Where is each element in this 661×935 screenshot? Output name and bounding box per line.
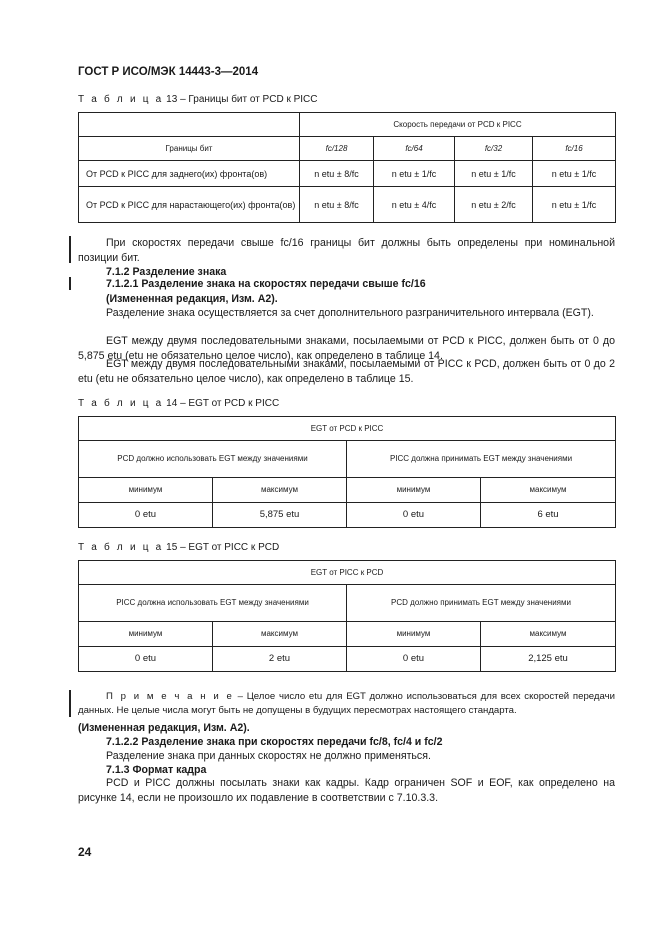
change-bar [69,690,71,717]
table-cell: 5,875 etu [213,503,347,528]
column-header: максимум [213,622,347,647]
table-15-caption [78,542,279,553]
table-cell: n etu ± 1/fc [455,161,533,187]
table-cell: n etu ± 1/fc [374,161,455,187]
section-heading-7-1-2: 7.1.2 Разделение знака [106,266,227,278]
caption-text: 13 – Границы бит от PCD к PICC [163,94,318,105]
row-label: От PCD к PICC для заднего(их) фронта(ов) [79,161,300,187]
speed-col-header: fc/32 [455,137,533,161]
section-heading-7-1-3: 7.1.3 Формат кадра [106,764,207,776]
empty-corner-cell [79,113,300,137]
table-14-caption [78,398,279,409]
column-header: минимум [79,478,213,503]
change-bar [69,236,71,263]
column-header: максимум [213,478,347,503]
table-14 [78,416,616,528]
table-cell: 0 etu [347,503,481,528]
note-text: – Целое число etu для EGT должно использоваться для всех скоростей передачи данных. Не целые числа могут быть не допущены в будущих пересмотрах настоящего стандарта. [78,691,616,716]
group-header: PICC должна использовать EGT между значениями [79,585,347,622]
speed-col-header: fc/128 [300,137,374,161]
speed-header: Скорость передачи от PCD к PICC [300,113,616,137]
speed-col-header: fc/16 [533,137,616,161]
caption-prefix: Т а б л и ц а [78,398,164,409]
group-header: PICC должна принимать EGT между значениями [347,441,616,478]
column-header: максимум [481,478,616,503]
note-prefix: П р и м е ч а н и е [106,691,234,702]
note [78,690,615,718]
caption-text: 15 – EGT от PICC к PCD [163,542,280,553]
table-13-caption [78,94,318,105]
table-row [79,187,616,223]
table-title: EGT от PICC к PCD [79,561,616,585]
page-number: 24 [78,845,92,859]
table-cell: n etu ± 1/fc [533,161,616,187]
caption-prefix: Т а б л и ц а [78,542,164,553]
group-header: PCD должно использовать EGT между значениями [79,441,347,478]
table-cell: 0 etu [347,647,481,672]
change-bar [69,277,71,290]
document-header: ГОСТ Р ИСО/МЭК 14443-3—2014 [78,66,259,78]
table-15 [78,560,616,672]
caption-text: 14 – EGT от PCD к PICC [163,398,280,409]
amendment-note: (Измененная редакция, Изм. А2). [106,293,278,305]
speed-col-header: fc/64 [374,137,455,161]
paragraph: Разделение знака при данных скоростях не должно применяться. [106,750,431,762]
table-cell: n etu ± 8/fc [300,187,374,223]
section-heading-7-1-2-2: 7.1.2.2 Разделение знака при скоростях передачи fc/8, fc/4 и fc/2 [106,736,443,748]
table-cell: 2,125 etu [481,647,616,672]
table-row [79,161,616,187]
table-cell: 6 etu [481,503,616,528]
group-header: PCD должно принимать EGT между значениями [347,585,616,622]
table-cell: 2 etu [213,647,347,672]
table-cell: n etu ± 2/fc [455,187,533,223]
table-13 [78,112,616,223]
section-heading-7-1-2-1: 7.1.2.1 Разделение знака на скоростях передачи свыше fc/16 [106,278,426,290]
paragraph: При скоростях передачи свыше fc/16 границы бит должны быть определены при номинальной позиции бит. [78,237,615,264]
table-cell: n etu ± 4/fc [374,187,455,223]
table-title: EGT от PCD к PICC [79,417,616,441]
caption-prefix: Т а б л и ц а [78,94,164,105]
table-row [79,647,616,672]
table-cell: 0 etu [79,503,213,528]
boundaries-header: Границы бит [79,137,300,161]
column-header: максимум [481,622,616,647]
column-header: минимум [347,622,481,647]
column-header: минимум [79,622,213,647]
paragraph: PCD и PICC должны посылать знаки как кадры. Кадр ограничен SOF и EOF, как определено на рисунке 14, если не произошло их подавление в соответствии с 7.10.3.3. [78,777,615,804]
table-row [79,503,616,528]
table-cell: 0 etu [79,647,213,672]
table-cell: n etu ± 1/fc [533,187,616,223]
paragraph: EGT между двумя последовательными знаками, посылаемыми от PICC к PCD, должен быть от 0 до 2 etu (etu не обязательно целое число), как определено в таблице 15. [78,358,615,385]
column-header: минимум [347,478,481,503]
paragraph: EGT между двумя последовательными знаками, посылаемыми от PCD к PICC, должен быть от 0 до 5,875 etu (etu не обязательно целое число), как определено в таблице 14. [78,335,615,362]
row-label: От PCD к PICC для нарастающего(их) фронта(ов) [79,187,300,223]
paragraph: Разделение знака осуществляется за счет дополнительного разграничительного интервала (EGT). [106,307,594,319]
table-cell: n etu ± 8/fc [300,161,374,187]
amendment-note: (Измененная редакция, Изм. А2). [78,722,250,734]
